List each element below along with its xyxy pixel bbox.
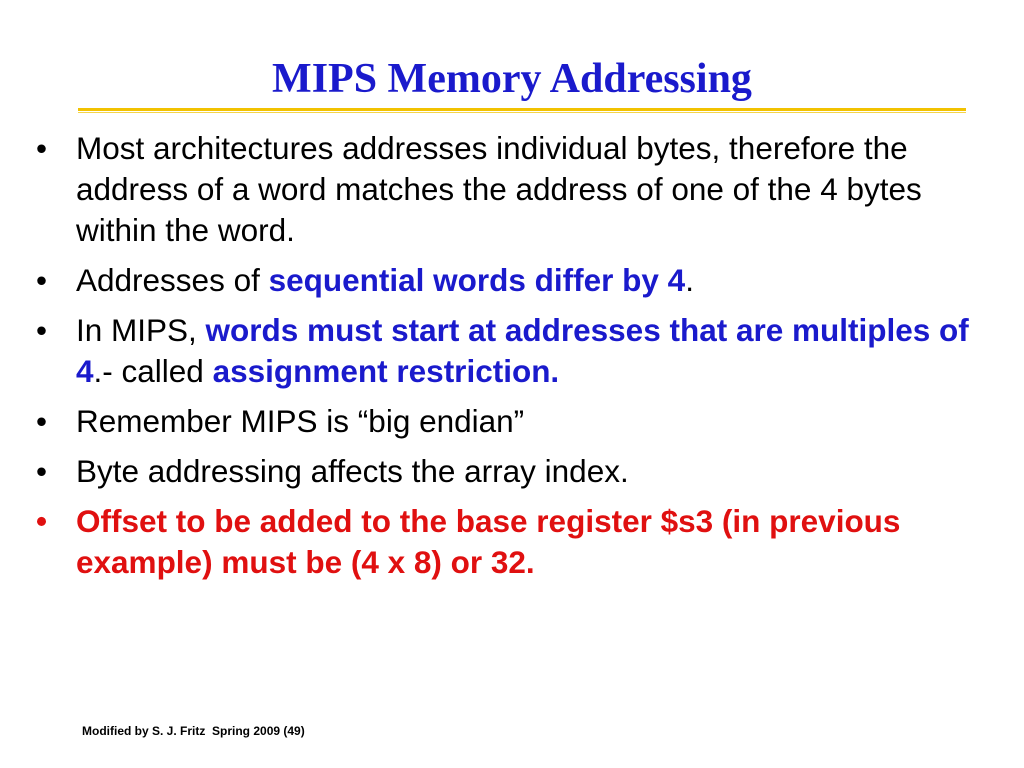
bullet-dot-icon: • [36,503,48,539]
bullet-item-2 [28,260,988,301]
bullet-item-3 [28,310,988,392]
slide-title: MIPS Memory Addressing [272,56,752,102]
bullet-item-4 [28,401,988,442]
bullet-text: .- called [93,353,213,389]
title-underline [78,108,966,111]
bullet-text: In MIPS, [76,312,206,348]
bullet-item-5 [28,451,988,492]
slide-footer: Modified by S. J. Fritz Spring 2009 (49) [82,724,305,738]
bullet-dot-icon: • [36,312,48,348]
bullet-dot-icon: • [36,262,48,298]
bullet-text: . [685,262,694,298]
bullet-text: Remember MIPS is “big endian” [76,403,525,439]
bullet-emphasis: assignment restriction. [212,353,560,389]
bullet-text: Offset to be added to the base register $s3 (in previous example) must be (4 x 8) or 32. [76,503,901,580]
bullet-emphasis: words must start at addresses that are multiples of 4 [76,312,969,389]
bullet-text: Byte addressing affects the array index. [76,453,629,489]
bullet-dot-icon: • [36,453,48,489]
bullet-emphasis: sequential words differ by 4 [268,262,686,298]
bullet-item-6 [28,501,988,583]
title-underline-thin [78,112,966,113]
bullet-dot-icon: • [36,403,48,439]
bullet-list [28,128,988,592]
bullet-text: Addresses of [76,262,269,298]
bullet-item-1 [28,128,988,251]
bullet-dot-icon: • [36,130,48,166]
bullet-text: Most architectures addresses individual bytes, therefore the address of a word matches the address of one of the 4 bytes within the word. [76,130,922,248]
